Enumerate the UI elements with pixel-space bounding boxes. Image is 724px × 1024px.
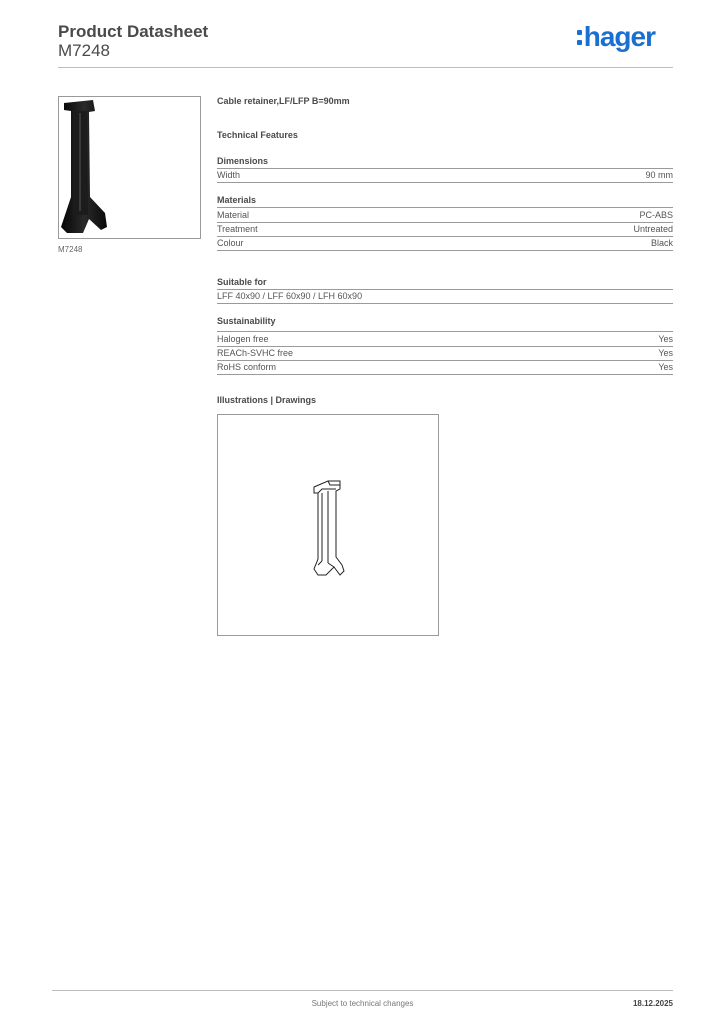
row-value: Yes: [658, 348, 673, 359]
table-row: [217, 346, 673, 361]
table-row: [217, 236, 673, 251]
document-title: Product Datasheet: [58, 22, 209, 41]
document-subtitle: M7248: [58, 41, 110, 60]
table-row: [217, 289, 673, 304]
table-row: [217, 207, 673, 222]
row-label: LFF 40x90 / LFF 60x90 / LFH 60x90: [217, 291, 363, 302]
row-value: PC-ABS: [639, 209, 673, 220]
materials-heading: Materials: [217, 195, 257, 205]
page-header: [58, 22, 673, 68]
row-value: Yes: [658, 362, 673, 373]
row-label: Treatment: [217, 224, 258, 235]
table-row: [217, 168, 673, 183]
logo-text: hager: [583, 21, 655, 52]
page-footer: [52, 990, 673, 1008]
row-value: 90 mm: [645, 170, 673, 181]
row-label: Material: [217, 209, 250, 220]
product-photo: [58, 96, 201, 239]
row-label: Colour: [217, 238, 244, 249]
row-value: Black: [650, 238, 673, 249]
footer-date: 18.12.2025: [632, 999, 673, 1008]
table-row: [217, 360, 673, 375]
cable-retainer-photo-icon: [59, 97, 200, 238]
sustainability-heading: Sustainability: [217, 316, 276, 326]
technical-features-heading: Technical Features: [217, 130, 298, 140]
product-name: Cable retainer,LF/LFP B=90mm: [217, 96, 350, 106]
footer-note: Subject to technical changes: [311, 999, 414, 1008]
cable-retainer-drawing-icon: [218, 415, 438, 635]
technical-drawing: [217, 414, 439, 636]
suitable-for-table: [217, 289, 673, 304]
photo-caption: M7248: [58, 245, 83, 254]
dimensions-table: [217, 168, 673, 183]
table-row: [217, 222, 673, 237]
row-label: Halogen free: [217, 333, 269, 344]
table-row: [217, 331, 673, 346]
brand-logo: [577, 22, 655, 52]
sustainability-table: [217, 331, 673, 375]
row-label: RoHS conform: [217, 362, 277, 373]
suitable-for-heading: Suitable for: [217, 277, 267, 287]
materials-table: [217, 207, 673, 251]
logo-colon-icon: [577, 30, 582, 45]
row-label: REACh-SVHC free: [217, 348, 294, 359]
row-value: Yes: [658, 333, 673, 344]
illustrations-heading: Illustrations | Drawings: [217, 395, 317, 405]
row-value: Untreated: [633, 224, 673, 235]
dimensions-heading: Dimensions: [217, 156, 269, 166]
row-label: Width: [217, 170, 241, 181]
